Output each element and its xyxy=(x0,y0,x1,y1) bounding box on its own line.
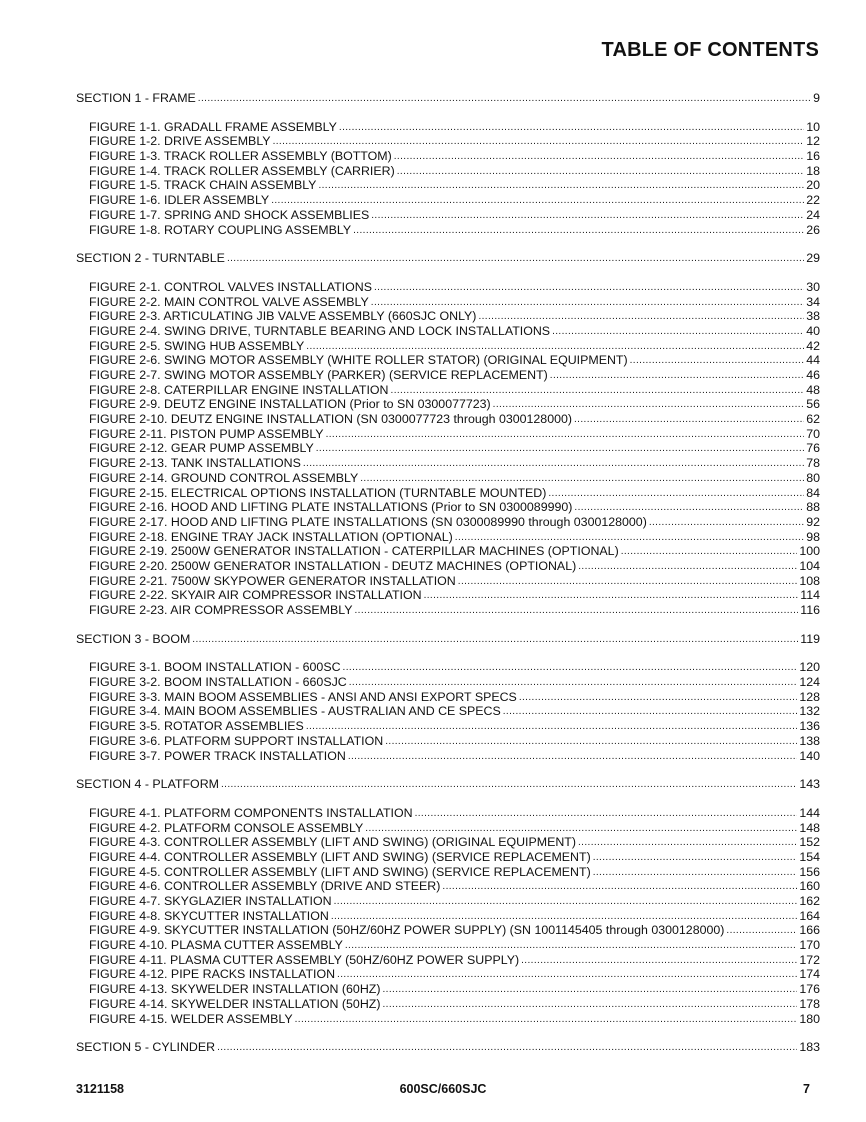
toc-entry-label: FIGURE 3-3. MAIN BOOM ASSEMBLIES - ANSI AND ANSI EXPORT SPECS xyxy=(89,689,517,704)
toc-entry-page: 56 xyxy=(806,397,820,412)
dot-leader xyxy=(221,776,797,793)
toc-figure-entry[interactable] xyxy=(76,427,820,442)
toc-entry-label: FIGURE 4-8. SKYCUTTER INSTALLATION xyxy=(89,908,329,923)
toc-entry-page: 164 xyxy=(799,908,820,923)
toc-entry-label: FIGURE 3-4. MAIN BOOM ASSEMBLIES - AUSTRALIAN AND CE SPECS xyxy=(89,704,501,719)
toc-entry-page: 62 xyxy=(806,412,820,427)
toc-entry-page: 148 xyxy=(799,820,820,835)
toc-entry-label: FIGURE 2-10. DEUTZ ENGINE INSTALLATION (SN 0300077723 through 0300128000) xyxy=(89,412,572,427)
toc-figure-entry[interactable] xyxy=(76,749,820,764)
toc-figure-entry[interactable] xyxy=(76,603,820,618)
toc-entry-label: SECTION 5 - CYLINDER xyxy=(76,1040,216,1055)
toc-entry-page: 172 xyxy=(799,952,820,967)
toc-entry-label: FIGURE 4-1. PLATFORM COMPONENTS INSTALLATION xyxy=(89,805,413,820)
toc-entry-page: 29 xyxy=(806,251,820,266)
toc-figure-entry[interactable] xyxy=(76,441,820,456)
toc-entry-label: FIGURE 4-5. CONTROLLER ASSEMBLY (LIFT AND SWING) (SERVICE REPLACEMENT) xyxy=(89,864,591,879)
toc-entry-label: SECTION 1 - FRAME xyxy=(76,91,196,105)
toc-figure-entry[interactable] xyxy=(76,690,820,705)
toc-figure-entry[interactable] xyxy=(76,500,820,515)
toc-entry-page: 183 xyxy=(799,1040,820,1055)
toc-entry-label: SECTION 4 - PLATFORM xyxy=(76,777,219,792)
toc-entry-page: 12 xyxy=(806,134,820,149)
toc-figure-entry[interactable] xyxy=(76,835,820,850)
dot-leader xyxy=(353,222,804,239)
toc-entry-label: FIGURE 1-4. TRACK ROLLER ASSEMBLY (CARRIER) xyxy=(89,163,395,178)
toc-figure-entry[interactable] xyxy=(76,383,820,398)
toc-figure-entry[interactable] xyxy=(76,515,820,530)
toc-figure-entry[interactable] xyxy=(76,588,820,603)
toc-entry-page: 144 xyxy=(799,805,820,820)
toc-figure-entry[interactable] xyxy=(76,574,820,589)
toc-figure-entry[interactable] xyxy=(76,719,820,734)
toc-figure-entry[interactable] xyxy=(76,309,820,324)
toc-entry-page: 26 xyxy=(806,222,820,237)
toc-entry-label: FIGURE 3-5. ROTATOR ASSEMBLIES xyxy=(89,719,304,734)
toc-entry-page: 34 xyxy=(806,294,820,309)
toc-entry-label: FIGURE 2-14. GROUND CONTROL ASSEMBLY xyxy=(89,470,359,485)
toc-figure-entry[interactable] xyxy=(76,997,820,1012)
toc-figure-entry[interactable] xyxy=(76,967,820,982)
toc-entry-label: FIGURE 1-7. SPRING AND SHOCK ASSEMBLIES xyxy=(89,207,370,222)
toc-figure-entry[interactable] xyxy=(76,953,820,968)
toc-section-entry[interactable] xyxy=(76,632,820,647)
toc-entry-label: FIGURE 4-14. SKYWELDER INSTALLATION (50HZ) xyxy=(89,996,381,1011)
toc-entry-page: 136 xyxy=(799,719,820,734)
toc-entry-label: FIGURE 1-1. GRADALL FRAME ASSEMBLY xyxy=(89,119,337,134)
toc-entry-page: 180 xyxy=(799,1011,820,1026)
dot-leader xyxy=(295,1011,798,1028)
toc-entry-page: 30 xyxy=(806,279,820,294)
toc-entry-page: 140 xyxy=(799,748,820,763)
toc-figure-entry[interactable] xyxy=(76,821,820,836)
toc-entry-page: 88 xyxy=(806,500,820,515)
toc-entry-label: FIGURE 2-7. SWING MOTOR ASSEMBLY (PARKER) (SERVICE REPLACEMENT) xyxy=(89,368,548,382)
toc-entry-label: FIGURE 3-7. POWER TRACK INSTALLATION xyxy=(89,748,346,763)
toc-entry-page: 10 xyxy=(806,119,820,134)
toc-entry-label: FIGURE 4-6. CONTROLLER ASSEMBLY (DRIVE AND STEER) xyxy=(89,879,441,894)
toc-entry-label: FIGURE 2-17. HOOD AND LIFTING PLATE INSTALLATIONS (SN 0300089990 through 0300128000) xyxy=(89,514,647,529)
toc-entry-label: FIGURE 2-12. GEAR PUMP ASSEMBLY xyxy=(89,441,314,456)
toc-entry-page: 78 xyxy=(806,456,820,471)
toc-entry-page: 116 xyxy=(800,603,820,617)
toc-entry-page: 70 xyxy=(806,426,820,441)
toc-entry-page: 48 xyxy=(806,382,820,397)
toc-entry-page: 44 xyxy=(806,353,820,368)
toc-figure-entry[interactable] xyxy=(76,938,820,953)
toc-entry-page: 16 xyxy=(806,149,820,164)
toc-entry-page: 40 xyxy=(806,323,820,338)
toc-figure-entry[interactable] xyxy=(76,339,820,354)
toc-entry-label: FIGURE 2-2. MAIN CONTROL VALVE ASSEMBLY xyxy=(89,294,369,309)
toc-entry-label: FIGURE 4-7. SKYGLAZIER INSTALLATION xyxy=(89,894,332,908)
toc-entry-page: 76 xyxy=(806,441,820,456)
toc-entry-page: 138 xyxy=(799,733,820,748)
page-title: TABLE OF CONTENTS xyxy=(601,39,819,61)
toc-entry-label: FIGURE 2-5. SWING HUB ASSEMBLY xyxy=(89,338,305,353)
toc-entry-page: 22 xyxy=(806,193,820,208)
toc-section-entry[interactable] xyxy=(76,1040,820,1055)
toc-entry-page: 119 xyxy=(800,631,820,646)
toc-figure-entry[interactable] xyxy=(76,559,820,574)
toc-entry-label: FIGURE 2-8. CATERPILLAR ENGINE INSTALLATION xyxy=(89,382,389,397)
toc-entry-page: 128 xyxy=(799,689,820,704)
toc-entry-label: FIGURE 2-15. ELECTRICAL OPTIONS INSTALLATION (TURNTABLE MOUNTED) xyxy=(89,485,547,500)
toc-figure-entry[interactable] xyxy=(76,178,820,193)
footer-page-number: 7 xyxy=(803,1082,810,1096)
toc-figure-entry[interactable] xyxy=(76,704,820,719)
toc-figure-entry[interactable] xyxy=(76,675,820,690)
toc-figure-entry[interactable] xyxy=(76,982,820,997)
toc-entry-page: 42 xyxy=(806,338,820,353)
toc-figure-entry[interactable] xyxy=(76,353,820,368)
toc-entry-page: 152 xyxy=(799,835,820,850)
toc-entry-page: 100 xyxy=(799,544,820,559)
toc-entry-label: FIGURE 3-1. BOOM INSTALLATION - 600SC xyxy=(89,660,341,675)
toc-entry-page: 80 xyxy=(806,470,820,485)
toc-entry-page: 18 xyxy=(806,163,820,178)
toc-entry-label: FIGURE 1-2. DRIVE ASSEMBLY xyxy=(89,134,271,149)
toc-entry-label: FIGURE 2-11. PISTON PUMP ASSEMBLY xyxy=(89,426,324,441)
toc-figure-entry[interactable] xyxy=(76,734,820,749)
toc-entry-label: FIGURE 3-2. BOOM INSTALLATION - 660SJC xyxy=(89,675,347,690)
toc-entry-label: FIGURE 4-12. PIPE RACKS INSTALLATION xyxy=(89,967,336,982)
toc-section-entry[interactable] xyxy=(76,251,820,266)
toc-entry-label: FIGURE 4-2. PLATFORM CONSOLE ASSEMBLY xyxy=(89,820,364,835)
toc-entry-label: SECTION 3 - BOOM xyxy=(76,631,191,646)
toc-section-entry[interactable] xyxy=(76,91,820,106)
toc-entry-label: FIGURE 1-8. ROTARY COUPLING ASSEMBLY xyxy=(89,222,352,237)
toc-figure-entry[interactable] xyxy=(76,530,820,545)
dot-leader xyxy=(198,90,811,107)
toc-figure-entry[interactable] xyxy=(76,471,820,486)
toc-entry-label: FIGURE 2-9. DEUTZ ENGINE INSTALLATION (Prior to SN 0300077723) xyxy=(89,397,491,412)
toc-entry-page: 114 xyxy=(800,588,820,603)
toc-entry-page: 176 xyxy=(799,982,820,997)
toc-figure-entry[interactable] xyxy=(76,324,820,339)
toc-entry-label: FIGURE 2-13. TANK INSTALLATIONS xyxy=(89,456,301,471)
toc-figure-entry[interactable] xyxy=(76,134,820,149)
toc-entry-label: FIGURE 4-3. CONTROLLER ASSEMBLY (LIFT AND SWING) (ORIGINAL EQUIPMENT) xyxy=(89,835,576,850)
toc-entry-label: FIGURE 4-13. SKYWELDER INSTALLATION (60HZ) xyxy=(89,982,381,997)
toc-figure-entry[interactable] xyxy=(76,397,820,412)
toc-figure-entry[interactable] xyxy=(76,280,820,295)
toc-figure-entry[interactable] xyxy=(76,120,820,135)
toc-entry-label: FIGURE 2-6. SWING MOTOR ASSEMBLY (WHITE ROLLER STATOR) (ORIGINAL EQUIPMENT) xyxy=(89,353,628,368)
toc-entry-label: FIGURE 1-6. IDLER ASSEMBLY xyxy=(89,193,270,208)
toc-entry-page: 166 xyxy=(799,923,820,938)
toc-entry-page: 143 xyxy=(799,777,820,792)
toc-entry-page: 154 xyxy=(799,849,820,864)
toc-entry-label: FIGURE 3-6. PLATFORM SUPPORT INSTALLATION xyxy=(89,733,384,748)
toc-entry-label: SECTION 2 - TURNTABLE xyxy=(76,251,225,266)
toc-entry-page: 174 xyxy=(799,967,820,982)
toc-figure-entry[interactable] xyxy=(76,295,820,310)
toc-figure-entry[interactable] xyxy=(76,208,820,223)
toc-entry-label: FIGURE 2-21. 7500W SKYPOWER GENERATOR INSTALLATION xyxy=(89,573,456,588)
toc-figure-entry[interactable] xyxy=(76,193,820,208)
toc-entry-label: FIGURE 2-18. ENGINE TRAY JACK INSTALLATION (OPTIONAL) xyxy=(89,529,453,544)
toc-entry-label: FIGURE 2-4. SWING DRIVE, TURNTABLE BEARING AND LOCK INSTALLATIONS xyxy=(89,323,551,338)
toc-entry-label: FIGURE 2-22. SKYAIR AIR COMPRESSOR INSTALLATION xyxy=(89,588,422,603)
toc-entry-label: FIGURE 2-20. 2500W GENERATOR INSTALLATION - DEUTZ MACHINES (OPTIONAL) xyxy=(89,558,577,573)
toc-figure-entry[interactable] xyxy=(76,412,820,427)
toc-entry-label: FIGURE 2-1. CONTROL VALVES INSTALLATIONS xyxy=(89,279,372,294)
toc-entry-page: 20 xyxy=(806,178,820,193)
toc-entry-page: 92 xyxy=(806,514,820,529)
toc-entry-page: 108 xyxy=(799,573,820,588)
toc-figure-entry[interactable] xyxy=(76,544,820,559)
toc-entry-page: 162 xyxy=(799,894,820,908)
toc-entry-page: 132 xyxy=(799,704,820,719)
toc-entry-label: FIGURE 2-16. HOOD AND LIFTING PLATE INSTALLATIONS (Prior to SN 0300089990) xyxy=(89,500,573,515)
toc-figure-entry[interactable] xyxy=(76,806,820,821)
dot-leader xyxy=(192,631,798,648)
toc-entry-page: 160 xyxy=(799,879,820,894)
toc-figure-entry[interactable] xyxy=(76,879,820,894)
toc-figure-entry[interactable] xyxy=(76,1012,820,1027)
toc-entry-page: 38 xyxy=(806,309,820,324)
toc-entry-page: 84 xyxy=(806,485,820,500)
toc-figure-entry[interactable] xyxy=(76,486,820,501)
toc-entry-label: FIGURE 4-15. WELDER ASSEMBLY xyxy=(89,1011,293,1026)
dot-leader xyxy=(227,250,804,267)
footer-model: 600SC/660SJC xyxy=(399,1082,487,1096)
toc-entry-page: 124 xyxy=(799,675,820,690)
toc-figure-entry[interactable] xyxy=(76,850,820,865)
toc-figure-entry[interactable] xyxy=(76,149,820,164)
toc-entry-page: 156 xyxy=(799,864,820,879)
toc-entry-label: FIGURE 2-3. ARTICULATING JIB VALVE ASSEMBLY (660SJC ONLY) xyxy=(89,309,477,324)
dot-leader xyxy=(355,602,799,619)
footer-doc-number: 3121158 xyxy=(76,1082,124,1096)
toc-figure-entry[interactable] xyxy=(76,223,820,238)
toc-entry-page: 9 xyxy=(813,91,820,105)
toc-entry-label: FIGURE 4-9. SKYCUTTER INSTALLATION (50HZ/60HZ POWER SUPPLY) (SN 1001145405 through 0300128000) xyxy=(89,923,725,938)
table-of-contents xyxy=(76,91,820,1069)
toc-entry-label: FIGURE 4-10. PLASMA CUTTER ASSEMBLY xyxy=(89,938,343,953)
dot-leader xyxy=(348,748,798,765)
toc-entry-page: 178 xyxy=(799,996,820,1011)
toc-figure-entry[interactable] xyxy=(76,865,820,880)
toc-entry-page: 120 xyxy=(799,660,820,675)
toc-figure-entry[interactable] xyxy=(76,909,820,924)
toc-entry-page: 98 xyxy=(806,529,820,544)
toc-section-entry[interactable] xyxy=(76,777,820,792)
toc-figure-entry[interactable] xyxy=(76,660,820,675)
toc-figure-entry[interactable] xyxy=(76,368,820,383)
toc-entry-label: FIGURE 1-5. TRACK CHAIN ASSEMBLY xyxy=(89,178,317,193)
toc-entry-label: FIGURE 2-19. 2500W GENERATOR INSTALLATION - CATERPILLAR MACHINES (OPTIONAL) xyxy=(89,544,619,559)
toc-entry-label: FIGURE 1-3. TRACK ROLLER ASSEMBLY (BOTTOM) xyxy=(89,149,392,164)
toc-figure-entry[interactable] xyxy=(76,923,820,938)
toc-entry-page: 104 xyxy=(799,558,820,573)
toc-figure-entry[interactable] xyxy=(76,894,820,909)
toc-entry-label: FIGURE 4-4. CONTROLLER ASSEMBLY (LIFT AND SWING) (SERVICE REPLACEMENT) xyxy=(89,849,591,864)
toc-entry-page: 24 xyxy=(806,207,820,222)
toc-entry-page: 46 xyxy=(806,368,820,382)
toc-entry-label: FIGURE 4-11. PLASMA CUTTER ASSEMBLY (50HZ/60HZ POWER SUPPLY) xyxy=(89,952,520,967)
toc-entry-label: FIGURE 2-23. AIR COMPRESSOR ASSEMBLY xyxy=(89,603,353,617)
dot-leader xyxy=(217,1039,797,1056)
toc-figure-entry[interactable] xyxy=(76,164,820,179)
toc-figure-entry[interactable] xyxy=(76,456,820,471)
toc-entry-page: 170 xyxy=(799,938,820,953)
